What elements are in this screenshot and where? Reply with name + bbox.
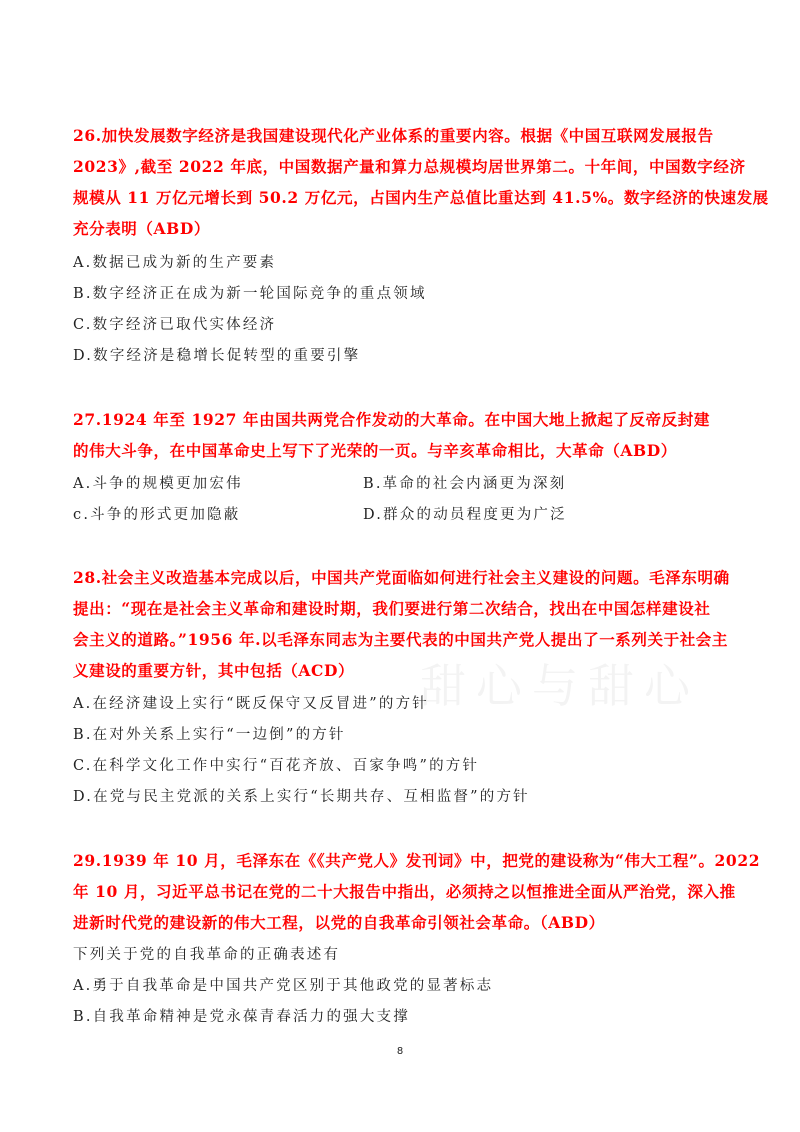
question-stem-line: 会主义的道路。”1956 年.以毛泽东同志为主要代表的中国共产党人提出了一系列关于社会主 [73, 630, 729, 649]
option-c: c.斗争的形式更加隐蔽 [73, 507, 241, 523]
question-sub-prompt: 下列关于党的自我革命的正确表述有 [73, 947, 341, 963]
question-stem-line: 2023》,截至 2022 年底，中国数据产量和算力总规模均居世界第二。十年间，中国数字经济 [73, 157, 746, 176]
question-stem-line: 27.1924 年至 1927 年由国共两党合作发动的大革命。在中国大地上掀起了反帝反封建 [73, 410, 710, 429]
option-d: D.群众的动员程度更为广泛 [363, 507, 567, 523]
question-stem-line: 28.社会主义改造基本完成以后，中国共产党面临如何进行社会主义建设的问题。毛泽东明确 [73, 568, 730, 587]
option-d: D.数字经济是稳增长促转型的重要引擎 [73, 348, 361, 364]
option-d: D.在党与民主党派的关系上实行“长期共存、互相监督”的方针 [73, 789, 530, 805]
option-b: B.革命的社会内涵更为深刻 [363, 476, 567, 492]
question-stem-line: 规模从 11 万亿元增长到 50.2 万亿元，占国内生产总值比重达到 41.5%。数字经济的快速发展 [73, 188, 769, 207]
option-a: A.数据已成为新的生产要素 [73, 255, 277, 271]
question-stem-line: 义建设的重要方针，其中包括（ACD） [73, 661, 355, 680]
option-b: B.在对外关系上实行“一边倒”的方针 [73, 727, 346, 743]
question-stem-line: 进新时代党的建设新的伟大工程，以党的自我革命引领社会革命。（ABD） [73, 913, 605, 932]
watermark: 甜心与甜心 [420, 659, 700, 713]
option-b: B.自我革命精神是党永葆青春活力的强大支撑 [73, 1009, 410, 1025]
option-b: B.数字经济正在成为新一轮国际竞争的重点领域 [73, 286, 427, 302]
question-stem-line: 提出：“现在是社会主义革命和建设时期，我们要进行第二次结合，找出在中国怎样建设社 [73, 599, 711, 618]
question-stem-line: 29.1939 年 10 月，毛泽东在《《共产党人》发刊词》中，把党的建设称为“伟大工程”。2022 [73, 851, 761, 870]
option-a: A.在经济建设上实行“既反保守又反冒进”的方针 [73, 696, 430, 712]
question-stem-line: 年 10 月，习近平总书记在党的二十大报告中指出，必须持之以恒推进全面从严治党，深入推 [73, 882, 736, 901]
page-number: 8 [396, 1046, 404, 1057]
question-stem-line: 的伟大斗争，在中国革命史上写下了光荣的一页。与辛亥革命相比，大革命（ABD） [73, 441, 677, 460]
option-c: C.数字经济已取代实体经济 [73, 317, 277, 333]
question-stem-line: 充分表明（ABD） [73, 219, 210, 238]
option-a: A.斗争的规模更加宏伟 [73, 476, 243, 492]
option-a: A.勇于自我革命是中国共产党区别于其他政党的显著标志 [73, 978, 494, 994]
option-c: C.在科学文化工作中实行“百花齐放、百家争鸣”的方针 [73, 758, 480, 774]
question-stem-line: 26.加快发展数字经济是我国建设现代化产业体系的重要内容。根据《中国互联网发展报告 [73, 126, 714, 145]
